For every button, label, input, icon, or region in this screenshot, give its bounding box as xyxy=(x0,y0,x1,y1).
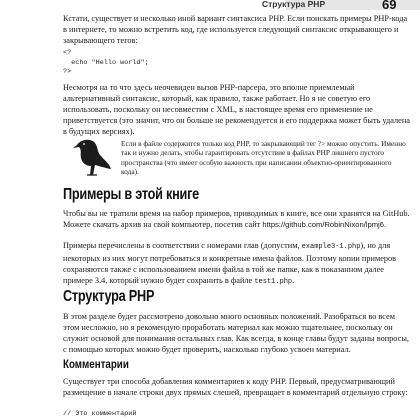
heading-comments: Комментарии xyxy=(63,359,129,371)
running-header-title: Структура PHP xyxy=(262,0,326,9)
examples-text-a: Примеры перечислены в соответствии с номерами глав (допустим, xyxy=(63,241,300,250)
heading-examples: Примеры в этой книге xyxy=(63,186,199,203)
code-block-comment: // Это комментарий xyxy=(63,410,137,418)
paragraph-examples xyxy=(63,240,413,288)
raven-icon xyxy=(69,135,117,183)
page-number: 69 xyxy=(382,0,397,12)
heading-php-structure: Структура PHP xyxy=(63,288,155,305)
code-block-short-tags: <? echo "Hello world"; ?> xyxy=(63,49,149,76)
paragraph-github xyxy=(63,208,413,230)
examples-text-b: ), но для некоторых из них могут потребоваться и конкретные имена файлов. Поэтому копии примеров сохраняются также с использованием имени файла в той же папке, как в показанном далее примере 3.4, который нужно будет сохранить в файле xyxy=(63,241,397,285)
examples-text-c: . xyxy=(292,276,295,285)
github-link[interactable]: https://github.com/RobinNixon/lpmj6. xyxy=(262,220,387,229)
paragraph-syntax-note: Несмотря на то что здесь неочевиден вызов PHP-парсера, это вполне приемлемый альтернативный синтаксис, который, как правило, также работает. Но я не советую его использовать, поскольку он несовместим с XML, в настоящее время его применение не приветствуется (это значит, что он больше не рекомендуется и его поддержка может быть удалена в будущих версиях). xyxy=(63,83,410,136)
note-box xyxy=(63,135,413,183)
paragraph-structure: В этом разделе будет рассмотрено довольно много основных положений. Разобраться во всем этом несложно, но я рекомендую проработать материал как можно тщательнее, поскольку он служит основой для понимания остальных глав. Как всегда, в конце главы будут заданы вопросы, с помощью которых можно будет проверить, насколько глубоко усвоен материал. xyxy=(63,312,409,354)
example-filename-code: example3-1.php xyxy=(301,243,361,251)
paragraph-comments: Существует три способа добавления комментариев к коду PHP. Первый, предусматривающий размещение в начале строки двух прямых слешей, превращает в комментарий отдельную строку: xyxy=(63,377,408,397)
test-filename-code: test1.php xyxy=(254,278,293,286)
note-text: Если в файле содержится только код PHP, то закрывающий тег ?> можно опустить. Именно так и нужно делать, чтобы гарантировать отсутствие в файлах PHP лишнего пустого пространства (что имеет особую важность при написании объектно-ориентированного кода). xyxy=(121,139,406,177)
paragraph-intro: Кстати, существует и несколько иной вариант синтаксиса PHP. Если поискать примеры PHP-кода в интернете, то можно встретить код, где используется следующий синтаксис открывающего и закрывающего тегов: xyxy=(63,14,408,45)
github-text: Чтобы вы не тратили время на набор примеров, приводимых в книге, все они хранятся на GitHub. Можете скачать архив на свой компьютер, посетив сайт xyxy=(63,209,410,229)
